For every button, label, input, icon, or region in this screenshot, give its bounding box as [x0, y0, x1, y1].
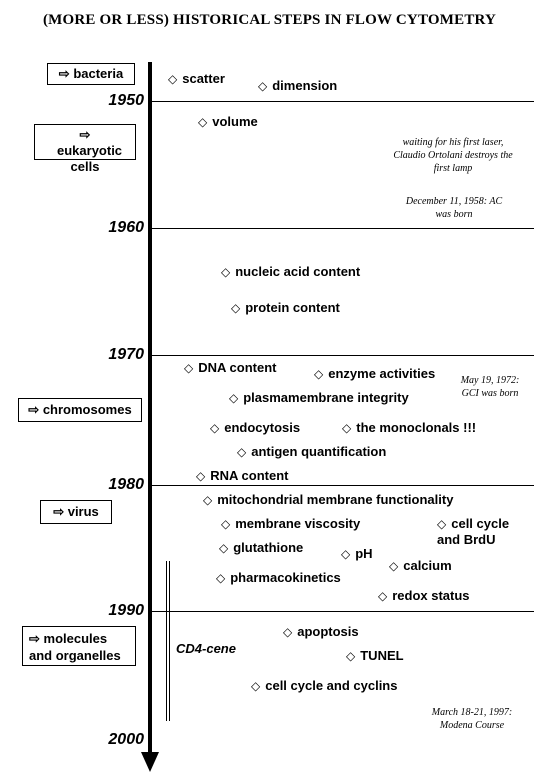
- milestone-label: RNA content: [210, 468, 289, 483]
- category-label: chromosomes: [42, 402, 132, 417]
- diamond-icon: ◇: [258, 79, 268, 93]
- milestone-cell-cycle-brdu: [437, 516, 521, 548]
- milestone-label: enzyme activities: [328, 366, 436, 381]
- note-ac-born: December 11, 1958: AC was born: [405, 196, 503, 220]
- arrow-icon: ⇨: [58, 66, 70, 81]
- diamond-icon: ◇: [251, 679, 261, 693]
- category-label: eukaryotic cells: [57, 143, 123, 174]
- diamond-icon: ◇: [346, 649, 356, 663]
- milestone-label: endocytosis: [224, 420, 301, 435]
- diamond-icon: ◇: [342, 421, 352, 435]
- diamond-icon: ◇: [378, 589, 388, 603]
- diamond-icon: ◇: [231, 301, 241, 315]
- category-box-eukaryotic-cells: [34, 124, 136, 174]
- category-label: virus: [67, 504, 99, 519]
- milestone-membrane-viscosity: [221, 516, 360, 531]
- diamond-icon: ◇: [168, 72, 178, 86]
- timeline-axis: [148, 62, 152, 754]
- year-label-1950: 1950: [108, 92, 144, 109]
- note-gci-born: May 19, 1972: GCI was born: [460, 375, 520, 399]
- decade-line-1970: [150, 355, 534, 356]
- diamond-icon: ◇: [221, 517, 231, 531]
- diamond-icon: ◇: [198, 115, 208, 129]
- diamond-icon: ◇: [203, 493, 213, 507]
- milestone-calcium: [389, 558, 452, 573]
- milestone-label: plasmamembrane integrity: [243, 390, 409, 405]
- note-ortolani-lamp: waiting for his first laser, Claudio Ortolani destroys the first lamp: [393, 137, 513, 174]
- milestone-plasmamembrane-integrity: [229, 390, 409, 405]
- era-bar-left: [166, 561, 167, 721]
- category-box-chromosomes: [18, 398, 142, 422]
- milestone-label: cell cycle and cyclins: [265, 678, 398, 693]
- diamond-icon: ◇: [341, 547, 351, 561]
- milestone-label: dimension: [272, 78, 338, 93]
- page-title: (MORE OR LESS) HISTORICAL STEPS IN FLOW CYTOMETRY: [42, 12, 497, 28]
- milestone-label: protein content: [245, 300, 340, 315]
- era-label-cd4-cene: CD4-cene: [176, 641, 236, 656]
- year-label-1960: 1960: [108, 219, 144, 236]
- diamond-icon: ◇: [216, 571, 226, 585]
- milestone-tunel: [346, 648, 404, 663]
- milestone-rna-content: [196, 468, 288, 483]
- diamond-icon: ◇: [196, 469, 206, 483]
- era-bar-right: [169, 561, 170, 721]
- milestone-label: volume: [212, 114, 258, 129]
- arrow-icon: ⇨: [53, 504, 65, 519]
- milestone-endocytosis: [210, 420, 300, 435]
- category-box-molecules-organelles: [22, 626, 136, 666]
- year-label-1990: 1990: [108, 602, 144, 619]
- milestone-label: scatter: [182, 71, 225, 86]
- milestone-label: pH: [355, 546, 373, 561]
- milestone-glutathione: [219, 540, 303, 555]
- milestone-label: the monoclonals !!!: [356, 420, 477, 435]
- decade-line-1960: [150, 228, 534, 229]
- milestone-cell-cycle-cyclins: [251, 678, 397, 693]
- year-label-1970: 1970: [108, 346, 144, 363]
- milestone-redox-status: [378, 588, 470, 603]
- milestone-pharmacokinetics: [216, 570, 341, 585]
- milestone-enzyme-activities: [314, 366, 435, 381]
- diamond-icon: ◇: [283, 625, 293, 639]
- milestone-nucleic-acid-content: [221, 264, 360, 279]
- milestone-label: membrane viscosity: [235, 516, 361, 531]
- note-modena-course: March 18-21, 1997: Modena Course: [431, 707, 513, 731]
- milestone-apoptosis: [283, 624, 359, 639]
- milestone-the-monoclonals: [342, 420, 476, 435]
- diamond-icon: ◇: [437, 517, 447, 531]
- diamond-icon: ◇: [314, 367, 324, 381]
- diamond-icon: ◇: [237, 445, 247, 459]
- decade-line-1980: [150, 485, 534, 486]
- category-label: molecules and organelles: [29, 631, 121, 663]
- diamond-icon: ◇: [184, 361, 194, 375]
- diamond-icon: ◇: [219, 541, 229, 555]
- decade-line-1950: [150, 101, 534, 102]
- diamond-icon: ◇: [389, 559, 399, 573]
- milestone-label: redox status: [392, 588, 470, 603]
- milestone-scatter: [168, 71, 225, 86]
- arrow-icon: ⇨: [28, 402, 40, 417]
- diamond-icon: ◇: [229, 391, 239, 405]
- milestone-label: cell cycle and BrdU: [437, 516, 510, 547]
- diamond-icon: ◇: [221, 265, 231, 279]
- milestone-label: glutathione: [233, 540, 304, 555]
- year-label-1980: 1980: [108, 476, 144, 493]
- milestone-label: apoptosis: [297, 624, 359, 639]
- timeline-arrowhead-icon: [141, 752, 159, 772]
- milestone-label: nucleic acid content: [235, 264, 361, 279]
- milestone-protein-content: [231, 300, 340, 315]
- diamond-icon: ◇: [210, 421, 220, 435]
- decade-line-1990: [150, 611, 534, 612]
- milestone-volume: [198, 114, 258, 129]
- milestone-label: pharmacokinetics: [230, 570, 341, 585]
- arrow-icon: ⇨: [29, 631, 40, 646]
- milestone-label: mitochondrial membrane functionality: [217, 492, 454, 507]
- milestone-label: TUNEL: [360, 648, 404, 663]
- milestone-label: antigen quantification: [251, 444, 387, 459]
- year-label-2000: 2000: [108, 731, 144, 748]
- category-label: bacteria: [73, 66, 124, 81]
- milestone-dna-content: [184, 360, 276, 375]
- arrow-icon: ⇨: [79, 127, 91, 142]
- milestone-antigen-quantification: [237, 444, 386, 459]
- milestone-ph: [341, 546, 373, 561]
- milestone-mitochondrial-membrane-functionality: [203, 492, 453, 507]
- milestone-label: calcium: [403, 558, 452, 573]
- category-box-bacteria: [47, 63, 135, 85]
- category-box-virus: [40, 500, 112, 524]
- milestone-label: DNA content: [198, 360, 277, 375]
- milestone-dimension: [258, 78, 337, 93]
